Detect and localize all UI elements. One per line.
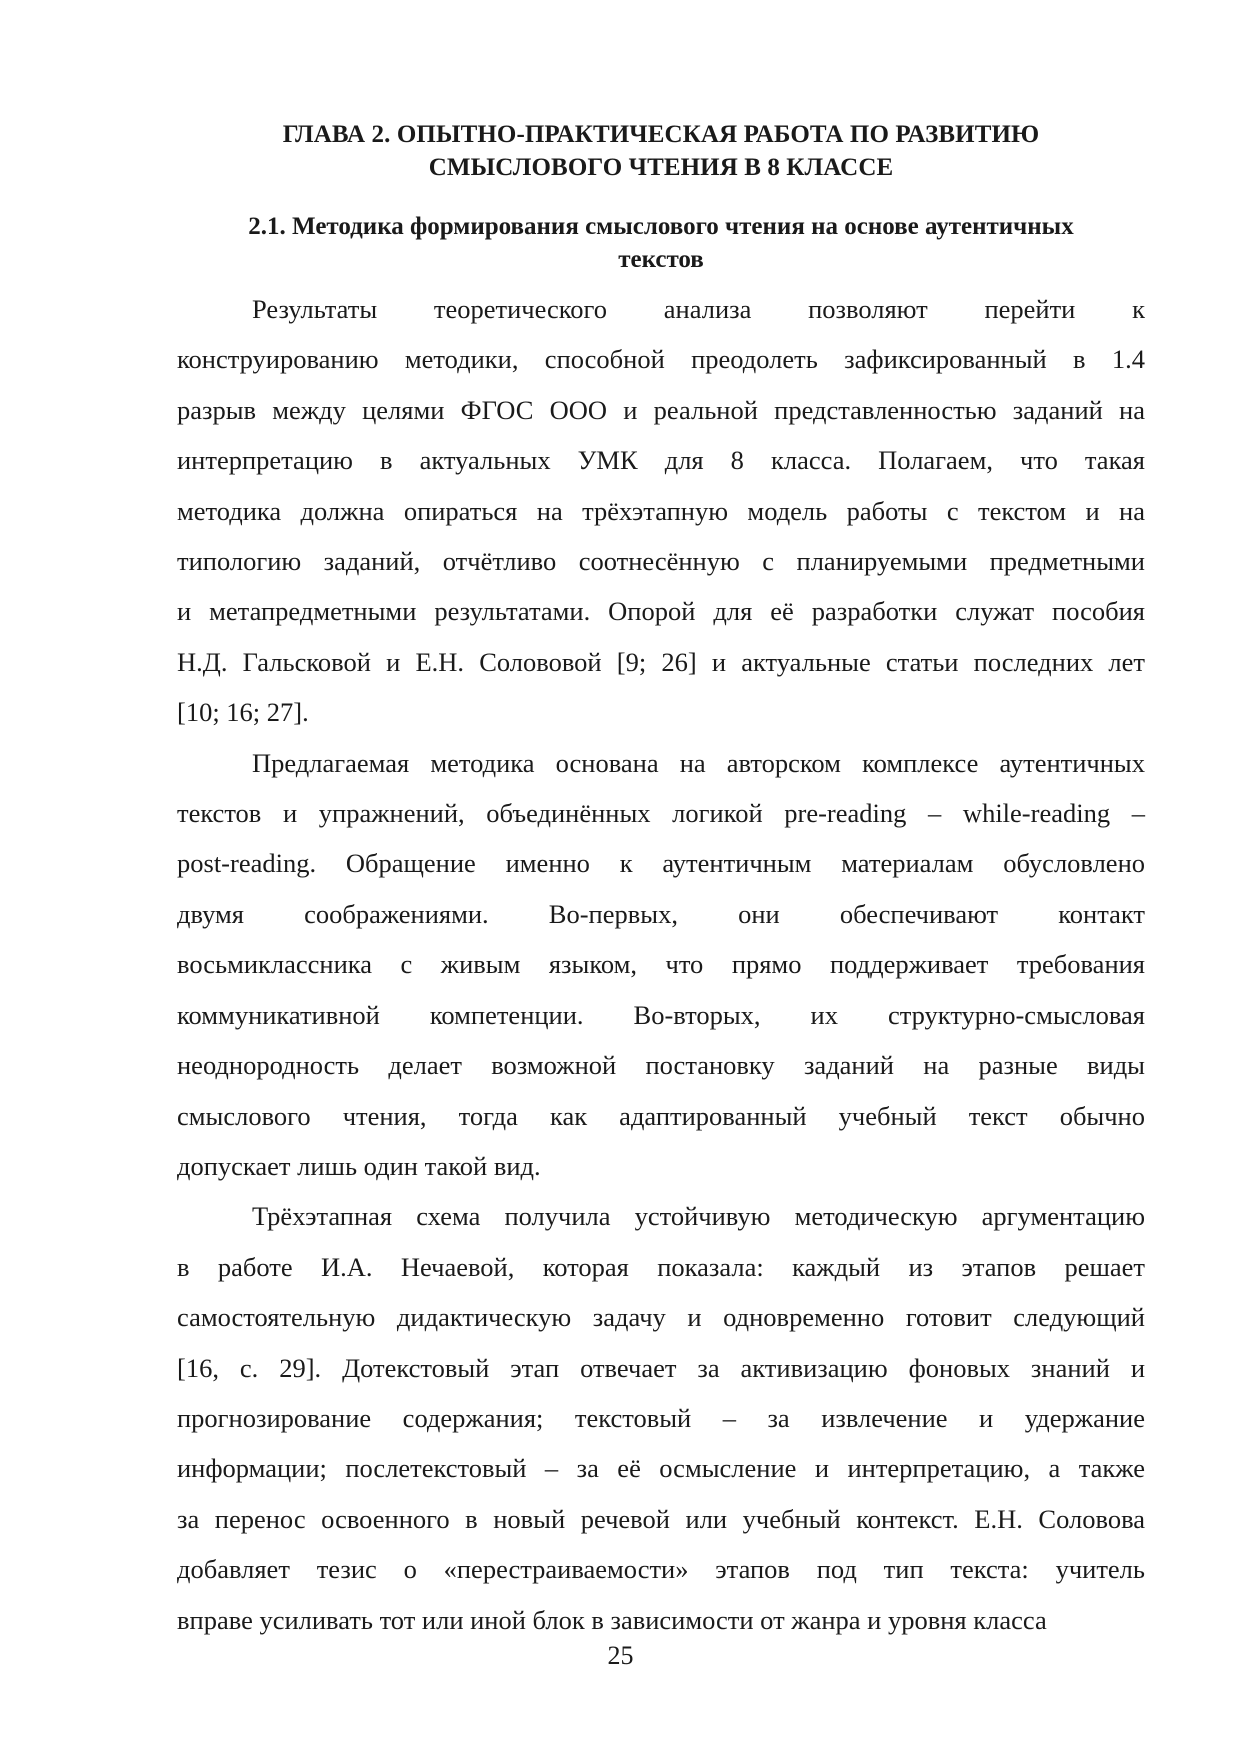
paragraph-line: двумя соображениями. Во-первых, они обеспечивают контакт [177, 898, 1145, 929]
paragraph-line: post-reading. Обращение именно к аутентичным материалам обусловлено [177, 848, 1145, 879]
paragraph-line: смыслового чтения, тогда как адаптированный учебный текст обычно [177, 1100, 1145, 1131]
paragraph-line: Трёхэтапная схема получила устойчивую методическую аргументацию [252, 1201, 1145, 1232]
paragraph [177, 284, 1145, 738]
section-title [177, 210, 1145, 276]
paragraph [177, 1191, 1145, 1645]
paragraph-line: самостоятельную дидактическую задачу и одновременно готовит следующий [177, 1302, 1145, 1333]
text-area [177, 118, 1145, 1645]
paragraph-line: Н.Д. Гальсковой и Е.Н. Солововой [9; 26] и актуальные статьи последних лет [177, 646, 1145, 677]
paragraph-line: информации; послетекстовый – за её осмысление и интерпретацию, а также [177, 1453, 1145, 1484]
chapter-title [177, 118, 1145, 184]
paragraph-line: методика должна опираться на трёхэтапную модель работы с текстом и на [177, 495, 1145, 526]
paragraph-line: вправе усиливать тот или иной блок в зависимости от жанра и уровня класса [177, 1604, 1047, 1635]
body-text [177, 284, 1145, 1645]
paragraph-line: конструированию методики, способной преодолеть зафиксированный в 1.4 [177, 344, 1145, 375]
section-title-line-2: текстов [618, 246, 704, 273]
paragraph-line: и метапредметными результатами. Опорой для её разработки служат пособия [177, 596, 1145, 627]
paragraph-line: интерпретацию в актуальных УМК для 8 класса. Полагаем, что такая [177, 445, 1145, 476]
paragraph-line: восьмиклассника с живым языком, что прямо поддерживает требования [177, 949, 1145, 980]
paragraph-line: за перенос освоенного в новый речевой или учебный контекст. Е.Н. Соловова [177, 1503, 1145, 1534]
section-title-line-1: 2.1. Методика формирования смыслового чтения на основе аутентичных [248, 213, 1074, 240]
paragraph-line: допускает лишь один такой вид. [177, 1150, 541, 1181]
paragraph-line: прогнозирование содержания; текстовый – за извлечение и удержание [177, 1402, 1145, 1433]
paragraph-line: [16, с. 29]. Дотекстовый этап отвечает за активизацию фоновых знаний и [177, 1352, 1145, 1383]
paragraph-line: разрыв между целями ФГОС ООО и реальной представленностью заданий на [177, 394, 1145, 425]
page-number: 25 [607, 1641, 634, 1670]
paragraph-line: типологию заданий, отчётливо соотнесённую с планируемыми предметными [177, 546, 1145, 577]
paragraph-line: коммуникативной компетенции. Во-вторых, их структурно-смысловая [177, 999, 1145, 1030]
paragraph-line: Предлагаемая методика основана на авторском комплексе аутентичных [252, 747, 1145, 778]
paragraph-line: Результаты теоретического анализа позволяют перейти к [252, 294, 1145, 324]
paragraph [177, 738, 1145, 1192]
paragraph-line: в работе И.А. Нечаевой, которая показала: каждый из этапов решает [177, 1251, 1145, 1282]
paragraph-line: добавляет тезис о «перестраиваемости» этапов под тип текста: учитель [177, 1554, 1145, 1585]
paragraph-line: [10; 16; 27]. [177, 697, 309, 728]
paragraph-line: текстов и упражнений, объединённых логикой pre-reading – while-reading – [177, 798, 1145, 829]
chapter-title-line-2: СМЫСЛОВОГО ЧТЕНИЯ В 8 КЛАССЕ [428, 154, 894, 181]
chapter-title-line-1: ГЛАВА 2. ОПЫТНО-ПРАКТИЧЕСКАЯ РАБОТА ПО РАЗВИТИЮ [282, 121, 1040, 148]
paragraph-line: неоднородность делает возможной постановку заданий на разные виды [177, 1050, 1145, 1081]
